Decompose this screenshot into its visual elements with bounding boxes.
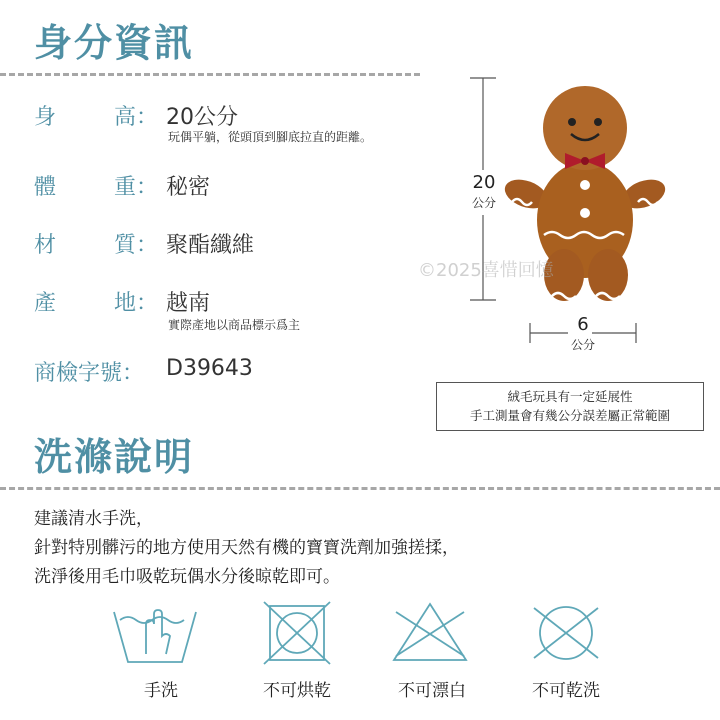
no-tumble-dry-icon [262,600,332,666]
row-label-char: 地： [114,291,159,316]
row-label-char: 高： [114,105,159,130]
row-value: 秘密 [166,175,211,200]
row-note: 實際產地以商品標示爲主 [168,318,301,332]
wash-line: 洗淨後用毛巾吸乾玩偶水分後晾乾即可。 [34,567,340,587]
row-label-char: 質： [114,233,159,258]
notice-line: 手工測量會有幾公分誤差屬正常範圍 [469,408,670,423]
section-title-wash: 洗滌說明 [34,435,195,479]
height-value: 20 [472,172,496,193]
height-unit: 公分 [471,196,496,210]
row-label-char: 產 [34,291,57,316]
row-label: 商檢字號： [34,361,145,386]
row-label-char: 材 [34,233,57,258]
care-label-no-tumble-dry: 不可烘乾 [263,681,331,701]
care-label-no-bleach: 不可漂白 [398,681,466,701]
wash-line: 建議清水手洗， [34,509,153,529]
hand-wash-icon [110,596,200,668]
no-bleach-icon [390,600,470,666]
width-unit: 公分 [570,338,595,352]
wash-line: 針對特別髒污的地方使用天然有機的寶寶洗劑加強搓揉， [34,538,459,558]
watermark: ©2025喜惜回憶 [418,260,554,281]
width-value: 6 [577,314,589,335]
row-value: 聚酯纖維 [166,233,255,258]
row-label-char: 重： [114,175,159,200]
wash-instructions [34,505,459,592]
no-dry-clean-icon [528,600,604,666]
section-divider [0,73,420,76]
notice-box [436,382,704,431]
row-value: 20公分 [166,105,238,130]
care-label-no-dry-clean: 不可乾洗 [532,681,600,701]
section-divider [0,487,720,490]
row-value: 越南 [166,291,211,316]
notice-line: 絨毛玩具有一定延展性 [507,389,633,404]
row-value: D39643 [166,356,253,381]
row-label-char: 身 [34,105,57,130]
care-label-hand-wash: 手洗 [144,681,178,701]
section-title-info: 身分資訊 [34,21,195,65]
row-note: 玩偶平躺，從頭頂到腳底拉直的距離。 [168,130,373,144]
row-label-char: 體 [34,175,57,200]
